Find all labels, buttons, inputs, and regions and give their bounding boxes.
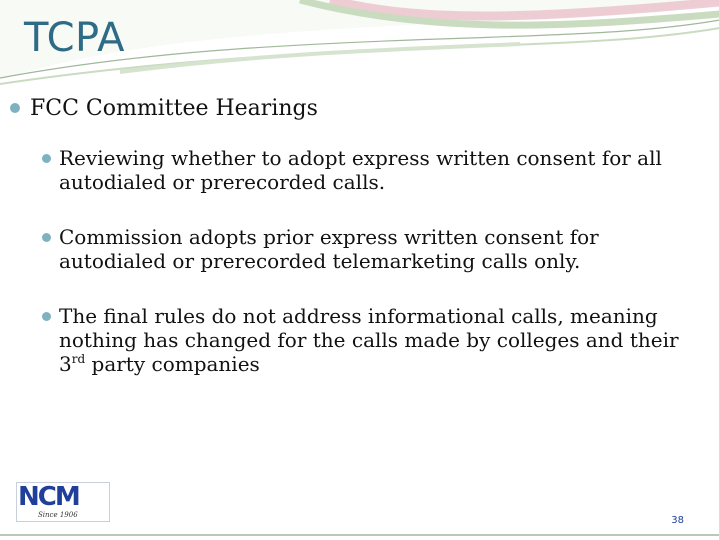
footer-divider <box>0 534 720 536</box>
ncm-logo <box>16 482 110 522</box>
bullet-text: Commission adopts prior express written consent for autodialed or prerecorded telemarketing calls only. <box>59 225 599 273</box>
bullet-item <box>42 226 700 273</box>
logo-wordmark: NCM <box>18 482 79 512</box>
slide-title: TCPA <box>24 15 125 61</box>
bullet-item <box>42 147 700 194</box>
superscript-ordinal: rd <box>71 351 86 366</box>
page-number: 38 <box>671 515 684 526</box>
bullet-dot-icon <box>10 103 20 113</box>
bullet-level1 <box>10 96 700 121</box>
slide-heading: FCC Committee Hearings <box>30 96 318 121</box>
bullet-dot-icon <box>42 233 51 242</box>
bullet-text-part: party companies <box>85 351 260 376</box>
bullet-item <box>42 305 700 376</box>
bullet-text-part: The final rules do not address informational calls, meaning nothing has changed for the calls made by colleges and their 3 <box>59 304 679 376</box>
slide-body <box>10 96 700 408</box>
bullet-text: Reviewing whether to adopt express written consent for all autodialed or prerecorded calls. <box>59 146 662 194</box>
bullet-dot-icon <box>42 154 51 163</box>
swoosh-line-3 <box>120 44 520 72</box>
bullet-dot-icon <box>42 312 51 321</box>
bullet-text <box>59 305 700 376</box>
logo-subtitle: Since 1906 <box>38 511 78 519</box>
